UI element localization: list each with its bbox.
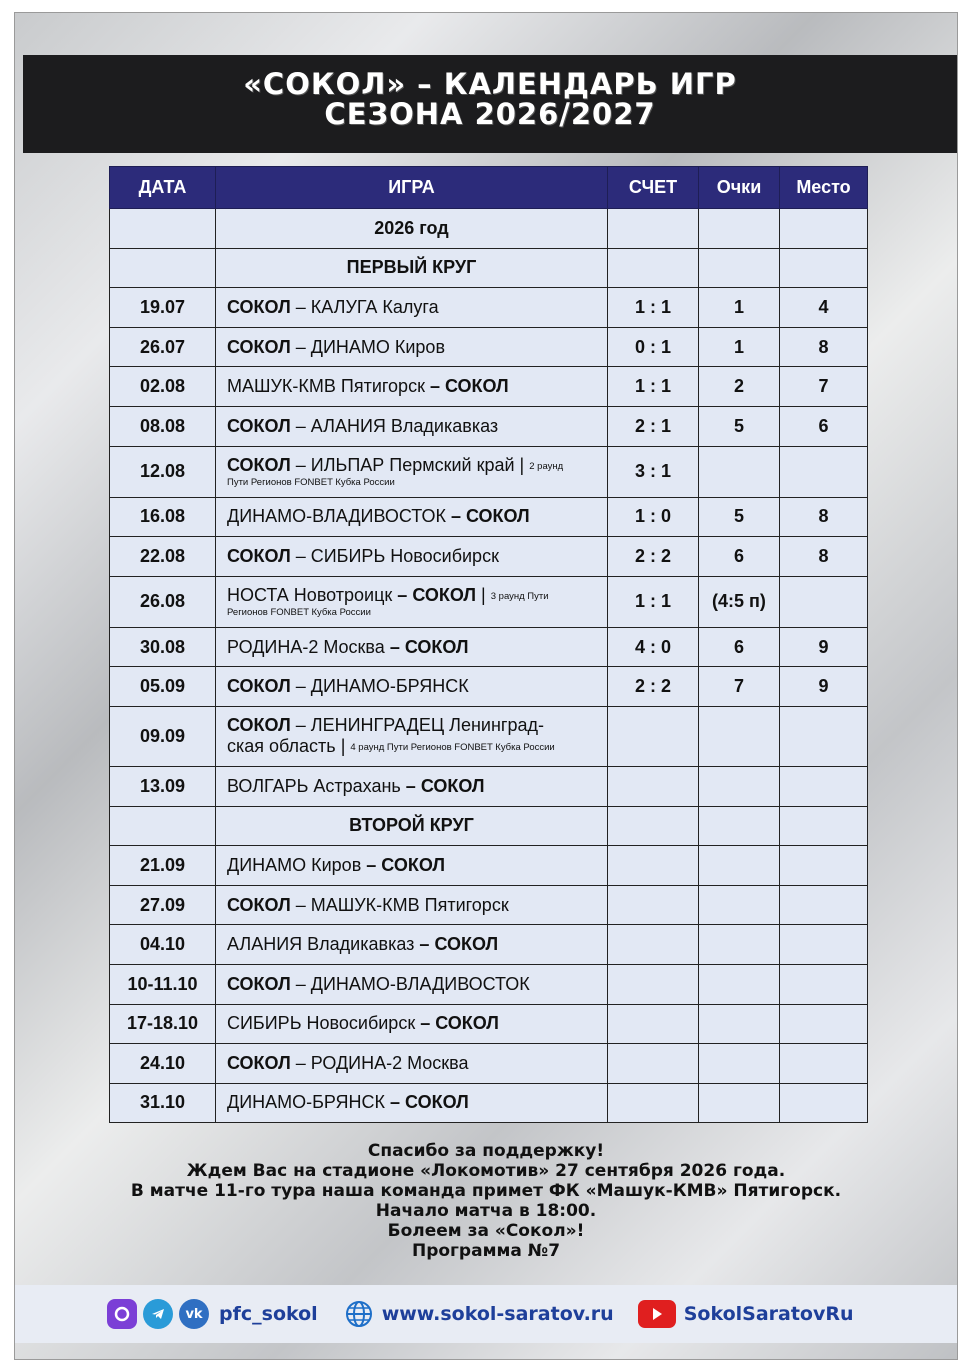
vs-separator: –: [290, 973, 311, 994]
game-cell: [216, 706, 608, 766]
game-cell: [216, 576, 608, 627]
away-team: ИЛЬПАР Пермский край: [310, 455, 515, 476]
empty-cell: [699, 248, 780, 288]
table-row: [110, 1044, 868, 1084]
table-row: [110, 766, 868, 806]
footer-line: Начало матча в 18:00.: [375, 1201, 597, 1221]
table-row: [110, 706, 868, 766]
cup-note: 4 раунд Пути Регионов FONBET Кубка России: [350, 741, 555, 753]
score-cell: 2 : 2: [608, 537, 699, 577]
page-title: «СОКОЛ» – КАЛЕНДАРЬ ИГР: [243, 67, 737, 101]
home-team: АЛАНИЯ Владикавказ: [227, 934, 415, 955]
home-team: СОКОЛ: [227, 1052, 291, 1073]
away-team: КАЛУГА Калуга: [310, 296, 439, 317]
game-cell: [216, 367, 608, 407]
footer-line: Спасибо за поддержку!: [367, 1141, 605, 1161]
schedule-table: [109, 166, 868, 1123]
empty-cell: [608, 1044, 699, 1084]
date-cell: 26.08: [110, 576, 216, 627]
place-cell: [780, 706, 868, 766]
footer-message: [15, 1141, 957, 1261]
points-cell: [699, 766, 780, 806]
max-icon[interactable]: [107, 1299, 137, 1329]
table-row: [110, 627, 868, 667]
points-cell: 6: [699, 537, 780, 577]
vs-separator: –: [415, 1013, 436, 1034]
date-cell: 02.08: [110, 367, 216, 407]
game-line2: ская область: [227, 736, 336, 757]
table-row: [110, 446, 868, 497]
date-cell: [110, 806, 216, 846]
section-label: ПЕРВЫЙ КРУГ: [216, 248, 608, 288]
cup-note: 3 раунд Пути: [490, 591, 549, 603]
table-row: [110, 367, 868, 407]
home-team: СОКОЛ: [227, 676, 291, 697]
globe-icon: [344, 1299, 374, 1329]
points-cell: 7: [699, 667, 780, 707]
date-cell: 05.09: [110, 667, 216, 707]
away-team: СОКОЛ: [412, 585, 477, 606]
year-row: [110, 209, 868, 249]
vs-separator: –: [290, 296, 311, 317]
empty-cell: [699, 1044, 780, 1084]
home-team: СИБИРЬ Новосибирск: [227, 1013, 416, 1034]
place-cell: 8: [780, 327, 868, 367]
away-team: МАШУК-КМВ Пятигорск: [310, 894, 509, 915]
table-row: [110, 1083, 868, 1123]
away-team: СОКОЛ: [405, 1092, 469, 1113]
vk-glyph: vk: [185, 1306, 203, 1322]
vs-separator: –: [290, 676, 311, 697]
vs-separator: –: [290, 545, 311, 566]
date-cell: 19.07: [110, 288, 216, 328]
empty-cell: [699, 885, 780, 925]
home-team: СОКОЛ: [227, 545, 291, 566]
points-cell: (4:5 п): [699, 576, 780, 627]
game-cell: [216, 766, 608, 806]
empty-cell: [608, 885, 699, 925]
points-cell: 1: [699, 288, 780, 328]
away-team: ДИНАМО-ВЛАДИВОСТОК: [310, 973, 530, 994]
empty-cell: [699, 1004, 780, 1044]
vs-separator: –: [400, 775, 421, 796]
section-row: [110, 806, 868, 846]
game-cell: [216, 446, 608, 497]
home-team: РОДИНА-2 Москва: [227, 636, 385, 657]
date-cell: 27.09: [110, 885, 216, 925]
table-row: [110, 885, 868, 925]
game-cell: [216, 327, 608, 367]
vs-separator: –: [290, 1052, 311, 1073]
points-cell: 1: [699, 327, 780, 367]
section-row: [110, 248, 868, 288]
place-cell: 6: [780, 406, 868, 446]
col-points-header: Очки: [699, 167, 780, 209]
vs-separator: –: [290, 894, 311, 915]
empty-cell: [780, 209, 868, 249]
empty-cell: [780, 1083, 868, 1123]
game-cell: [216, 1004, 608, 1044]
empty-cell: [699, 1083, 780, 1123]
vk-icon[interactable]: [179, 1299, 209, 1329]
empty-cell: [699, 925, 780, 965]
date-cell: 22.08: [110, 537, 216, 577]
home-team: ДИНАМО-ВЛАДИВОСТОК: [227, 506, 446, 527]
col-game-header: ИГРА: [216, 167, 608, 209]
date-cell: 13.09: [110, 766, 216, 806]
social-handle[interactable]: pfc_sokol: [219, 1303, 318, 1325]
date-cell: 21.09: [110, 846, 216, 886]
empty-cell: [608, 1004, 699, 1044]
place-cell: 4: [780, 288, 868, 328]
game-cell: [216, 885, 608, 925]
score-cell: 2 : 2: [608, 667, 699, 707]
home-team: СОКОЛ: [227, 336, 291, 357]
note-separator: |: [476, 585, 491, 606]
vs-separator: –: [384, 636, 405, 657]
cup-note-line2: Регионов FONBET Кубка России: [227, 607, 371, 619]
empty-cell: [608, 846, 699, 886]
vs-separator: –: [290, 455, 311, 476]
table-row: [110, 576, 868, 627]
away-team: СОКОЛ: [465, 506, 530, 527]
away-team: СИБИРЬ Новосибирск: [310, 545, 499, 566]
away-team: РОДИНА-2 Москва: [310, 1052, 469, 1073]
game-cell: [216, 925, 608, 965]
empty-cell: [608, 925, 699, 965]
score-cell: [608, 706, 699, 766]
empty-cell: [608, 964, 699, 1004]
place-cell: [780, 766, 868, 806]
page-subtitle: СЕЗОНА 2026/2027: [324, 97, 656, 131]
youtube-channel-link[interactable]: SokolSaratovRu: [683, 1303, 854, 1325]
score-cell: 1 : 1: [608, 288, 699, 328]
points-cell: 2: [699, 367, 780, 407]
home-team: СОКОЛ: [227, 715, 291, 736]
col-place-header: Место: [780, 167, 868, 209]
score-cell: 2 : 1: [608, 406, 699, 446]
date-cell: 10-11.10: [110, 964, 216, 1004]
empty-cell: [608, 1083, 699, 1123]
points-cell: [699, 706, 780, 766]
home-team: СОКОЛ: [227, 296, 291, 317]
game-cell: [216, 1083, 608, 1123]
empty-cell: [780, 846, 868, 886]
date-cell: 16.08: [110, 497, 216, 537]
vs-separator: –: [414, 934, 435, 955]
vs-separator: –: [424, 376, 445, 397]
footer-line: Программа №7: [411, 1241, 561, 1261]
date-cell: 30.08: [110, 627, 216, 667]
game-cell: [216, 406, 608, 446]
score-cell: 4 : 0: [608, 627, 699, 667]
note-separator: |: [335, 736, 351, 757]
cup-note: 2 раунд: [529, 460, 564, 472]
social-bar: [15, 1285, 957, 1343]
footer-line: В матче 11-го тура наша команда примет ФК «Машук-КМВ» Пятигорск.: [130, 1181, 842, 1201]
points-cell: 5: [699, 406, 780, 446]
place-cell: 7: [780, 367, 868, 407]
game-cell: [216, 1044, 608, 1084]
date-cell: 12.08: [110, 446, 216, 497]
empty-cell: [780, 1044, 868, 1084]
away-team: СОКОЛ: [420, 775, 485, 796]
date-cell: 31.10: [110, 1083, 216, 1123]
empty-cell: [608, 209, 699, 249]
table-row: [110, 667, 868, 707]
vs-separator: –: [385, 1092, 406, 1113]
place-cell: 9: [780, 627, 868, 667]
website-link[interactable]: www.sokol-saratov.ru: [381, 1303, 614, 1325]
away-team: ЛЕНИНГРАДЕЦ Ленинград-: [310, 715, 545, 736]
vs-separator: –: [290, 336, 311, 357]
away-team: СОКОЛ: [434, 934, 499, 955]
empty-cell: [699, 846, 780, 886]
table-row: [110, 406, 868, 446]
empty-cell: [699, 806, 780, 846]
date-cell: 26.07: [110, 327, 216, 367]
score-cell: 1 : 1: [608, 367, 699, 407]
empty-cell: [780, 248, 868, 288]
game-cell: [216, 288, 608, 328]
date-cell: 08.08: [110, 406, 216, 446]
place-cell: [780, 576, 868, 627]
table-row: [110, 497, 868, 537]
col-date-header: ДАТА: [110, 167, 216, 209]
away-team: СОКОЛ: [404, 636, 469, 657]
vs-separator: –: [361, 854, 382, 875]
empty-cell: [608, 248, 699, 288]
away-team: АЛАНИЯ Владикавказ: [310, 415, 499, 436]
game-cell: [216, 846, 608, 886]
table-row: [110, 327, 868, 367]
points-cell: 5: [699, 497, 780, 537]
empty-cell: [699, 209, 780, 249]
empty-cell: [780, 885, 868, 925]
section-label: 2026 год: [216, 209, 608, 249]
game-cell: [216, 627, 608, 667]
away-team: ДИНАМО Киров: [310, 336, 446, 357]
score-cell: 1 : 1: [608, 576, 699, 627]
place-cell: [780, 446, 868, 497]
date-cell: 09.09: [110, 706, 216, 766]
away-team: СОКОЛ: [381, 854, 446, 875]
home-team: СОКОЛ: [227, 973, 291, 994]
date-cell: [110, 248, 216, 288]
date-cell: 04.10: [110, 925, 216, 965]
table-header-row: [110, 167, 868, 209]
cup-note-line2: Пути Регионов FONBET Кубка России: [227, 476, 395, 488]
vs-separator: –: [290, 715, 311, 736]
home-team: ВОЛГАРЬ Астрахань: [227, 775, 401, 796]
home-team: СОКОЛ: [227, 894, 291, 915]
home-team: ДИНАМО-БРЯНСК: [227, 1092, 386, 1113]
vs-separator: –: [445, 506, 466, 527]
score-cell: 1 : 0: [608, 497, 699, 537]
empty-cell: [608, 806, 699, 846]
date-cell: [110, 209, 216, 249]
away-team: СОКОЛ: [444, 376, 509, 397]
place-cell: 9: [780, 667, 868, 707]
empty-cell: [780, 925, 868, 965]
home-team: НОСТА Новотроицк: [227, 585, 393, 606]
table-row: [110, 288, 868, 328]
points-cell: 6: [699, 627, 780, 667]
youtube-icon[interactable]: [638, 1300, 676, 1328]
score-cell: 3 : 1: [608, 446, 699, 497]
home-team: МАШУК-КМВ Пятигорск: [227, 376, 425, 397]
game-cell: [216, 667, 608, 707]
place-cell: 8: [780, 497, 868, 537]
away-team: СОКОЛ: [435, 1013, 499, 1034]
score-cell: 0 : 1: [608, 327, 699, 367]
vs-separator: –: [392, 585, 413, 606]
table-row: [110, 925, 868, 965]
home-team: СОКОЛ: [227, 455, 291, 476]
empty-cell: [780, 964, 868, 1004]
empty-cell: [780, 806, 868, 846]
empty-cell: [780, 1004, 868, 1044]
empty-cell: [699, 964, 780, 1004]
away-team: ДИНАМО-БРЯНСК: [310, 676, 469, 697]
table-row: [110, 537, 868, 577]
score-cell: [608, 766, 699, 806]
footer-line: Ждем Вас на стадионе «Локомотив» 27 сентября 2026 года.: [186, 1161, 786, 1181]
footer-line: Болеем за «Сокол»!: [387, 1221, 585, 1241]
date-cell: 24.10: [110, 1044, 216, 1084]
table-row: [110, 964, 868, 1004]
telegram-icon[interactable]: [143, 1299, 173, 1329]
place-cell: 8: [780, 537, 868, 577]
program-page: [14, 12, 958, 1360]
home-team: СОКОЛ: [227, 415, 291, 436]
points-cell: [699, 446, 780, 497]
section-label: ВТОРОЙ КРУГ: [216, 806, 608, 846]
table-row: [110, 846, 868, 886]
game-cell: [216, 497, 608, 537]
note-separator: |: [514, 455, 530, 476]
table-row: [110, 1004, 868, 1044]
date-cell: 17-18.10: [110, 1004, 216, 1044]
home-team: ДИНАМО Киров: [227, 854, 362, 875]
game-cell: [216, 964, 608, 1004]
game-cell: [216, 537, 608, 577]
col-score-header: СЧЕТ: [608, 167, 699, 209]
title-banner: [23, 55, 957, 153]
vs-separator: –: [290, 415, 311, 436]
